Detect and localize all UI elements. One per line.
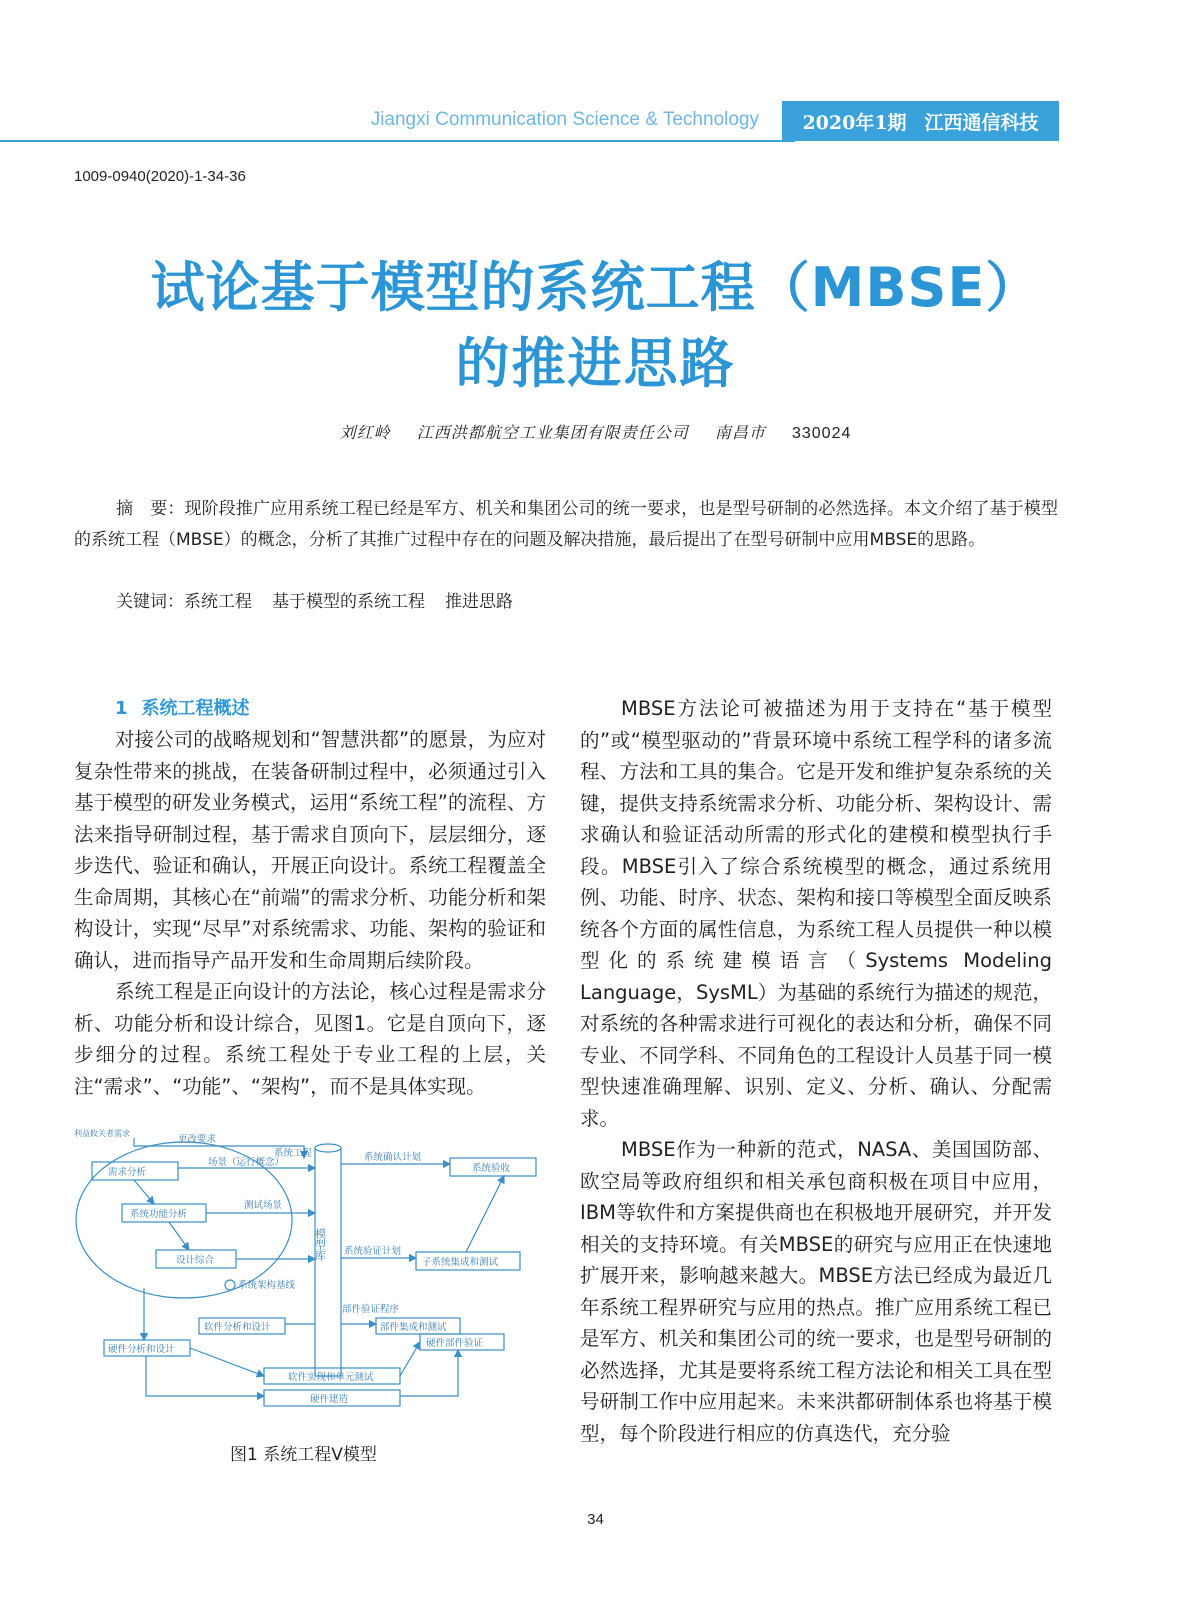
journal-name-cn: 江西通信科技: [924, 111, 1039, 134]
keywords-label: 关键词：: [116, 592, 184, 612]
keywords: [116, 587, 1100, 618]
label-sw-impl: 软件实现和单元测试: [288, 1372, 374, 1383]
paragraph: 系统工程是正向设计的方法论，核心过程是需求分析、功能分析和设计综合，见图1。它是自顶向下，逐步细分的过程。系统工程处于专业工程的上层，关注“需求”、“功能”、“架构”，而不是具体实现。: [74, 980, 546, 1098]
author-city: 南昌市: [714, 423, 766, 442]
keyword-item: 推进思路: [445, 592, 513, 612]
label-hw-build: 硬件建造: [310, 1394, 349, 1405]
paragraph: 对接公司的战略规划和“智慧洪都”的愿景，为应对复杂性带来的挑战，在装备研制过程中，必须通过引入基于模型的研发业务模式，运用“系统工程”的流程、方法来指导研制过程，基于需求自顶向下，层层细分，逐步迭代、验证和确认，开展正向设计。系统工程覆盖全生命周期，其核心在“前端”的需求分析、功能分析和架构设计，实现“尽早”对系统需求、功能、架构的验证和确认，进而指导产品开发和生命周期后续阶段。: [74, 728, 546, 972]
label-hw-analysis: 硬件分析和设计: [108, 1344, 175, 1355]
label-component-test: 部件集成和测试: [380, 1322, 447, 1333]
label-design-synthesis: 设计综合: [176, 1255, 215, 1266]
paragraph: MBSE方法论可被描述为用于支持在“基于模型的”或“模型驱动的”背景环境中系统工程学科的诸多流程、方法和工具的集合。它是开发和维护复杂系统的关键，提供支持系统需求分析、功能分析、架构设计、需求确认和验证活动所需的形式化的建模和模型执行手段。MBSE引入了综合系统模型的概念，通过系统用例、功能、时序、状态、架构和接口等模型全面反映系统各个方面的属性信息，为系统工程人员提供一种以模型化的系统建模语言（Systems Modeling Language，SysML）为基础的系统行为描述的规范，对系统的各种需求进行可视化的表达和分析，确保不同专业、不同学科、不同角色的工程设计人员基于同一模型快速准确理解、识别、定义、分析、确认、分配需求。: [580, 697, 1052, 1130]
label-hw-verif: 硬件部件验证: [426, 1338, 484, 1349]
article-title-line2: 的推进思路: [455, 332, 736, 395]
label-test-scenario: 测试场景: [244, 1200, 283, 1211]
label-scenario: 场景（运行概念）: [208, 1157, 285, 1168]
baseline-marker: [225, 1280, 235, 1290]
label-change-req: 更改要求: [178, 1134, 217, 1145]
v-model-diagram: [74, 1128, 556, 1426]
section-number: 1: [115, 698, 128, 719]
label-sys-acceptance: 系统验收: [472, 1163, 511, 1174]
paragraph: MBSE作为一种新的范式，NASA、美国国防部、欧空局等政府组织和相关承包商积极在项目中应用，IBM等软件和方案提供商也在积极地开展研究，并开发相关的支持环境。有关MBSE的研究与应用正在快速地扩展开来，影响越来越大。MBSE方法已经成为最近几年系统工程界研究与应用的热点。推广应用系统工程已是军方、机关和集团公司的统一要求，也是型号研制的必然选择，尤其是要将系统工程方法论和相关工具在型号研制工作中应用起来。未来洪都研制体系也将基于模型，每个阶段进行相应的仿真迭代，充分验: [580, 1138, 1052, 1445]
issue-badge: [782, 101, 1059, 141]
author-name: 刘红岭: [339, 423, 391, 442]
author-line: [0, 420, 1191, 443]
abstract-label: 摘 要：: [116, 499, 185, 519]
label-sys-validation-plan: 系统确认计划: [364, 1152, 422, 1163]
label-sw-verif-plan: 部件验证程序: [342, 1304, 400, 1315]
abstract-text: 现阶段推广应用系统工程已经是军方、机关和集团公司的统一要求，也是型号研制的必然选择。本文介绍了基于模型的系统工程（MBSE）的概念，分析了其推广过程中存在的问题及解决措施，最后提出了在型号研制中应用MBSE的思路。: [74, 499, 1059, 550]
section-heading: [115, 693, 546, 724]
abstract: [74, 494, 1058, 556]
keyword-item: 基于模型的系统工程: [272, 592, 425, 612]
article-title-line1: 试论基于模型的系统工程（MBSE）: [150, 256, 1041, 319]
label-req-analysis: 需求分析: [108, 1167, 147, 1178]
journal-name-en: Jiangxi Communication Science & Technology: [370, 109, 759, 130]
label-stakeholder: 利益攸关者需求: [74, 1129, 130, 1138]
page-number: 34: [587, 1511, 604, 1528]
author-postcode: 330024: [791, 425, 852, 442]
model-library-cylinder: [315, 1148, 341, 1376]
figure-caption: 图1 系统工程V模型: [230, 1445, 377, 1465]
label-arch-baseline: 系统架构基线: [238, 1280, 296, 1291]
keyword-item: 系统工程: [184, 592, 252, 612]
article-code: 1009-0940(2020)-1-34-36: [74, 168, 246, 185]
label-func-analysis: 系统功能分析: [130, 1209, 188, 1220]
author-affiliation: 江西洪都航空工业集团有限责任公司: [416, 423, 689, 442]
issue-label: 2020年1期: [802, 111, 907, 134]
right-column: [580, 693, 1052, 1449]
label-sys-verification-plan: 系统验证计划: [344, 1246, 402, 1257]
left-column: [74, 693, 546, 1102]
v-model-figure: [74, 1128, 556, 1426]
label-model-lib: 模型库: [313, 1228, 327, 1261]
label-sys-eng: 系统工程: [274, 1148, 313, 1159]
header-rule: [0, 140, 795, 142]
section-title: 系统工程概述: [141, 698, 250, 719]
label-sw-analysis: 软件分析和设计: [204, 1322, 271, 1333]
label-subsystem-test: 子系统集成和测试: [422, 1257, 499, 1268]
